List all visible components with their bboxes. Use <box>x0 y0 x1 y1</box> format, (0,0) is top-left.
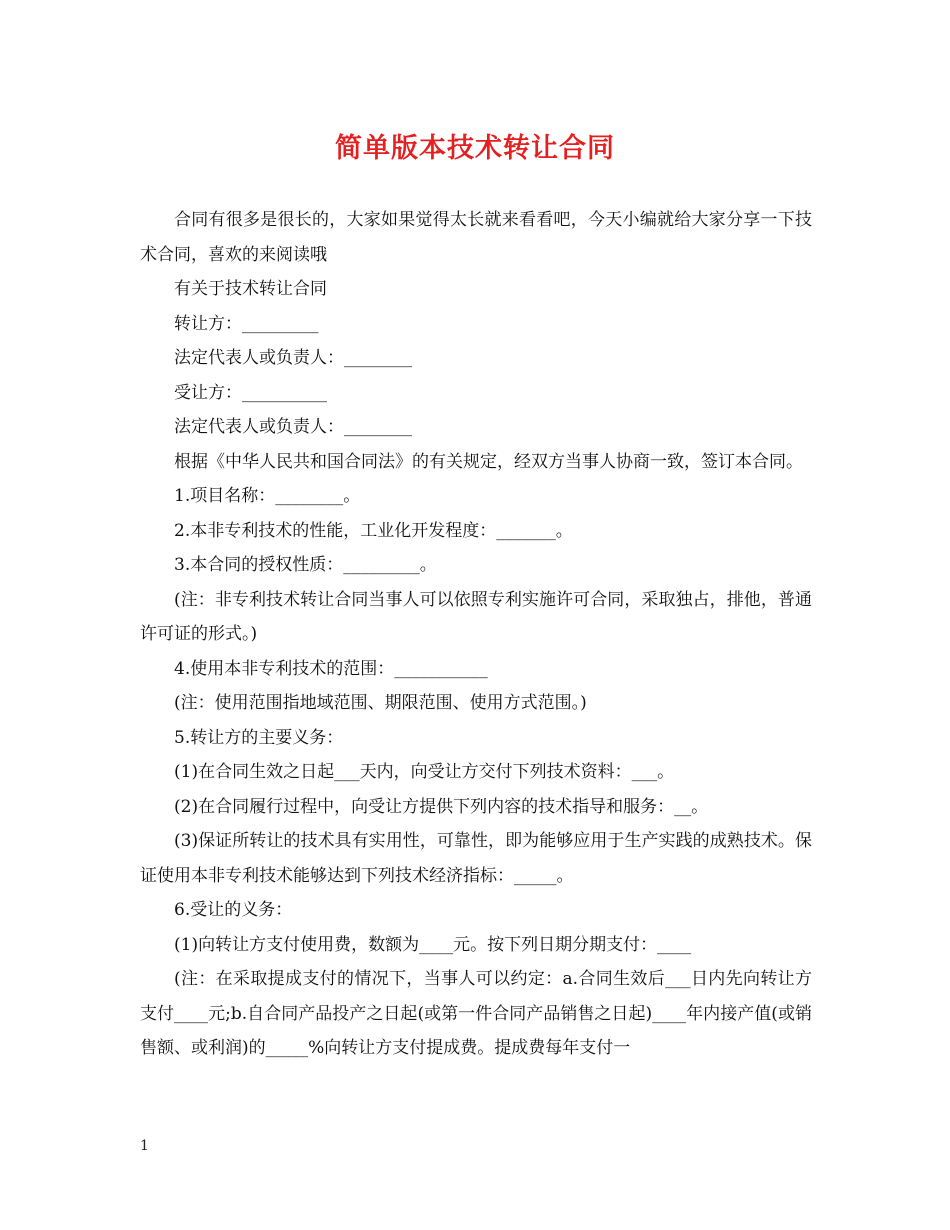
document-body <box>140 203 812 1066</box>
paragraph-item-6: 6.受让的义务： <box>174 900 293 920</box>
paragraph-item-5-1: (1)在合同生效之日起___天内，向受让方交付下列技术资料：___。 <box>174 762 675 782</box>
paragraph-item-2: 2.本非专利技术的性能，工业化开发程度：_______。 <box>174 520 573 541</box>
paragraph-item-5-3: (3)保证所转让的技术具有实用性，可靠性，即为能够应用于生产实践的成熟技术。保证使用本非专利技术能够达到下列技术经济指标：_____。 <box>140 831 812 886</box>
page-number: 1 <box>140 1138 149 1154</box>
paragraph-item-1: 1.项目名称：________。 <box>174 486 361 506</box>
paragraph-intro: 合同有很多是很长的，大家如果觉得太长就来看看吧，今天小编就给大家分享一下技术合同，喜欢的来阅读哦 <box>140 210 812 265</box>
paragraph-item-6-1: (1)向转让方支付使用费，数额为____元。按下列日期分期支付：____ <box>174 934 692 955</box>
paragraph-item-5: 5.转让方的主要义务： <box>174 727 344 748</box>
paragraph-transferor: 转让方：_________ <box>174 313 319 334</box>
paragraph-note-scope: (注：使用范围指地域范围、期限范围、使用方式范围。) <box>174 693 587 713</box>
paragraph-item-3: 3.本合同的授权性质：_________。 <box>174 555 437 575</box>
paragraph-transferee: 受让方：__________ <box>174 382 327 403</box>
paragraph-note-license: (注：非专利技术转让合同当事人可以依照专利实施许可合同，采取独占，排他，普通许可证的形式。) <box>140 589 812 644</box>
paragraph-preamble: 根据《中华人民共和国合同法》的有关规定，经双方当事人协商一致，签订本合同。 <box>174 451 803 472</box>
paragraph-note-royalty: (注：在采取提成支付的情况下，当事人可以约定：a.合同生效后___日内先向转让方支付____元;b.自合同产品投产之日起(或第一件合同产品销售之日起)____年内接产值(或销售额、或利润)的_____%向转让方支付提成费。提成费每年支付一 <box>140 969 812 1058</box>
paragraph-transferor-representative: 法定代表人或负责人：________ <box>174 348 412 368</box>
paragraph-transferee-representative: 法定代表人或负责人：________ <box>174 417 412 437</box>
paragraph-item-4: 4.使用本非专利技术的范围：___________ <box>174 658 488 679</box>
paragraph-heading: 有关于技术转让合同 <box>174 279 327 299</box>
paragraph-item-5-2: (2)在合同履行过程中，向受让方提供下列内容的技术指导和服务：__。 <box>174 796 709 817</box>
document-title: 简单版本技术转让合同 <box>335 133 615 164</box>
